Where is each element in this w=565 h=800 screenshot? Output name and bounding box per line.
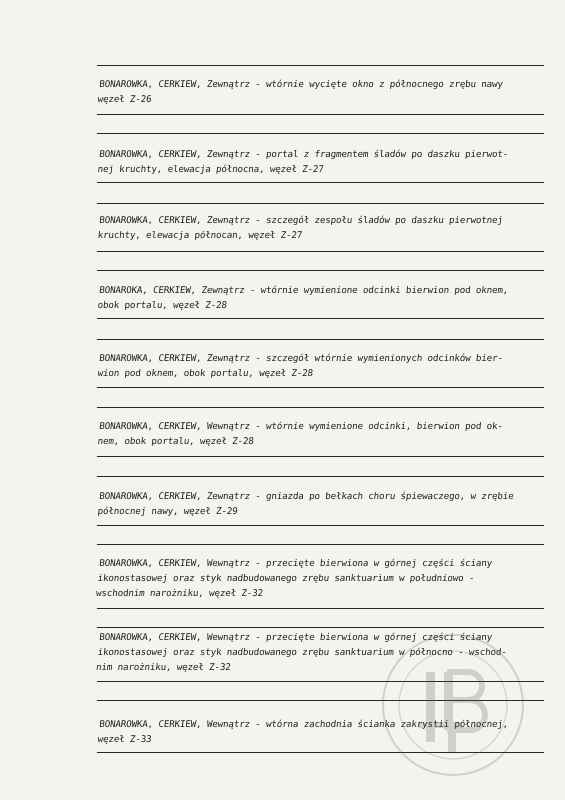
rule-line: [97, 407, 544, 408]
caption-entry: BONAROWKA, CERKIEW, Wewnątrz - przecięte bierwiona w górnej części ściany ikonostasowej oraz styk nadbudowanego zrębu sanktuarium w północno - wschod- nim narożniku, węzeł Z-32: [95, 632, 508, 673]
rule-line: [97, 270, 544, 271]
rule-line: [97, 456, 544, 457]
rule-line: [97, 544, 544, 545]
caption-entry: BONAROKA, CERKIEW, Zewnątrz - wtórnie wymienione odcinki bierwion pod oknem, obok portalu, węzeł Z-28: [97, 285, 509, 311]
rule-line: [97, 182, 544, 183]
rule-line: [97, 627, 544, 628]
rule-line: [97, 203, 544, 204]
rule-line: [97, 251, 544, 252]
caption-entry: BONAROWKA, CERKIEW, Zewnątrz - gniazda po bełkach choru śpiewaczego, w zrębie północnej nawy, węzeł Z-29: [97, 491, 515, 517]
caption-entry: BONAROWKA, CERKIEW, Wewnątrz - wtórna zachodnia ścianka zakrystii północnej, węzeł Z-33: [97, 719, 509, 745]
caption-entry: BONAROWKA, CERKIEW, Zewnątrz - wtórnie wycięte okno z północnego zrębu nawy węzeł Z-26: [97, 79, 504, 105]
archive-stamp-watermark: [378, 630, 528, 780]
caption-entry: BONAROWKA, CERKIEW, Zewnątrz - portal z fragmentem śladów po daszku pierwot- nej kruchty, elewacja północna, węzeł Z-27: [97, 149, 509, 175]
caption-entry: BONAROWKA, CERKIEW, Wewnątrz - przecięte bierwiona w górnej części ściany ikonostasowej oraz styk nadbudowanego zrębu sanktuarium w południowo - wschodnim narożniku, węzeł Z-32: [95, 558, 493, 599]
rule-line: [97, 525, 544, 526]
rule-line: [97, 318, 544, 319]
rule-line: [97, 339, 544, 340]
caption-entry: BONAROWKA, CERKIEW, Zewnątrz - szczegół zespołu śladów po daszku pierwotnej kruchty, elewacja północan, węzeł Z-27: [97, 215, 504, 241]
rule-line: [97, 114, 544, 115]
caption-entry: BONAROWKA, CERKIEW, Zewnątrz - szczegół wtórnie wymienionych odcinków bier- wion pod oknem, obok portalu, węzeł Z-28: [97, 353, 504, 379]
rule-line: [97, 133, 544, 134]
rule-line: [97, 387, 544, 388]
rule-line: [97, 608, 544, 609]
rule-line: [97, 65, 544, 66]
rule-line: [97, 476, 544, 477]
caption-entry: BONAROWKA, CERKIEW, Wewnątrz - wtórnie wymienione odcinki, bierwion pod ok- nem, obok portalu, węzeł Z-28: [97, 421, 504, 447]
